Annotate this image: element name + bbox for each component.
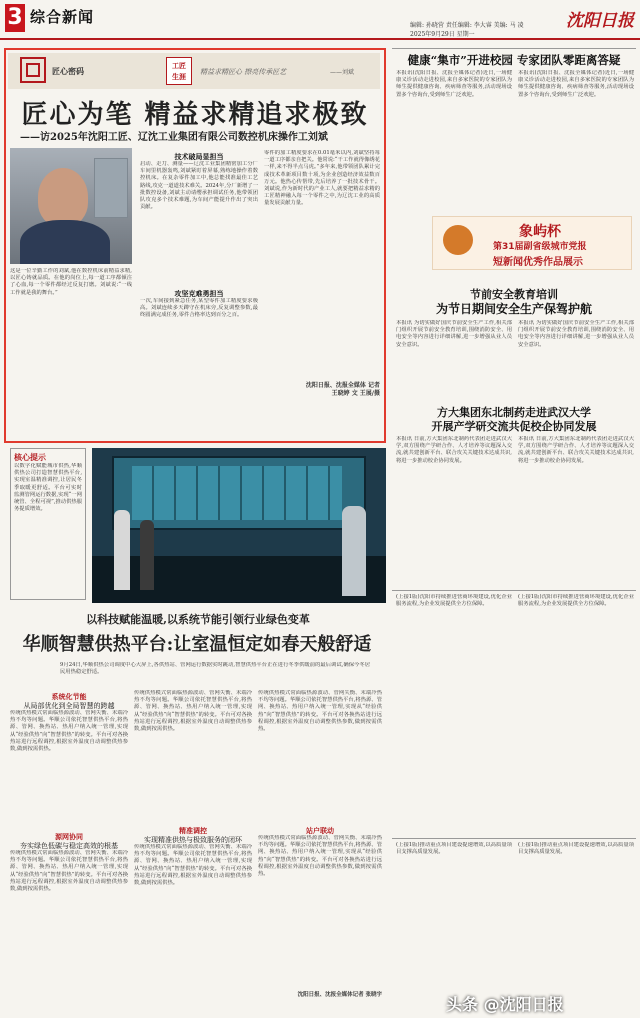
heating-section-2: 源网协同 (55, 833, 83, 841)
right-article-3-title-2: 开展产学研交流共促校企协同发展 (431, 420, 597, 433)
heating-col2b-text: 传统供热模式常面临热源波动、管网失衡、末端冷热不均等问题。华顺公司依托智慧供热平台,将热源、管网、换热站、热用户纳入统一管理,实现从“经验供热”向“智慧供热”的转变。平台可对各换热站进行远程调控,根据室外温度自动调整供热参数,做到按需供热。 (134, 844, 252, 887)
heating-lead: 9月24日,华顺供热公司调度中心大屏上,各供热站、管网运行数据实时跳动,智慧供热平台正在进行冬季供暖前的最后调试,确保今冬居民用热稳定舒适。 (60, 662, 370, 676)
worker-portrait-photo (10, 148, 132, 264)
section-title: 综合新闻 (30, 8, 95, 26)
right-article-3-text-a: 本报讯 日前,方大集团东北制药代表团走进武汉大学,双方围绕产学研合作、人才培养等议题深入交流,就共建创新平台、联合攻关关键技术达成共识,将进一步推动校企协同发展。 (396, 436, 512, 464)
column-label: 匠心密码 (52, 67, 84, 76)
watermark: 头条 @沈阳日报 (446, 995, 564, 1014)
core-tip-text: 以数字化赋能城市供热,华顺供热公司打造智慧供热平台,实现室温精准调控,让居民冬季取暖更舒适。平台可实时监测管网运行数据,实现“一网统管、全程可视”,推动供热服务提质增效。 (14, 463, 82, 513)
section-heading-1: 技术破局显担当 (174, 153, 224, 161)
brand-logo-icon (443, 225, 473, 255)
heating-col2-text: 传统供热模式常面临热源波动、管网失衡、末端冷热不均等问题。华顺公司依托智慧供热平台,将热源、管网、换热站、热用户纳入统一管理,实现从“经验供热”向“智慧供热”的转变。平台可对各换热站进行远程调控,根据室外温度自动调整供热参数,做到按需供热。 (134, 690, 252, 733)
column-tag-line1: 工匠 (172, 62, 186, 70)
heating-section-3-sub: 实现精准供热与极致服务的闭环 (144, 836, 242, 844)
heating-col3-text: 传统供热模式常面临热源波动、管网失衡、末端冷热不均等问题。华顺公司依托智慧供热平台,将热源、管网、换热站、热用户纳入统一管理,实现从“经验供热”向“智慧供热”的转变。平台可对各换热站进行远程调控,根据室外温度自动调整供热参数,做到按需供热。 (258, 690, 382, 733)
heating-byline: 沈阳日报、沈报全媒体记者 张晓宇 (297, 992, 382, 998)
feature-col3-text: 零件的加工精度要求在0.01毫米以内,刘斌坚持每一道工序都亲自把关。他常说:“干工作就得像绣花一样,来不得半点马虎。”多年来,他带领团队累计完成技术革新项目数十项,为企业创造经济效益数百万元。他热心传帮带,先后培养了一批技术骨干。刘斌说,作为新时代的产业工人,就要把精益求精的工匠精神融入每一个零件之中,为辽沈工业的高质量发展贡献力量。 (264, 150, 380, 207)
page-number: 3 (5, 4, 25, 32)
heating-section-3: 精准调控 (179, 827, 207, 835)
feature-headline: 匠心为笔 精益求精追求极致 (21, 100, 369, 130)
right-article-3-text-b: 本报讯 日前,方大集团东北制药代表团走进武汉大学,双方围绕产学研合作、人才培养等议题深入交流,就共建创新平台、联合攻关关键技术达成共识,将进一步推动校企协同发展。 (518, 436, 634, 464)
right-article-1-title: 健康“集市”开进校园 专家团队零距离答疑 (407, 53, 621, 67)
feature-col2-text: 启动、走刀、测量——辽沈工业集团精密加工分厂车间里机器轰鸣,刘斌紧盯着屏幕,熟练地操作着数控机床。在复杂零件加工中,他总能找准最佳工艺路线,攻克一道道技术难关。2024年,分厂新增了一批数控设备,刘斌主动请缨承担调试任务,他带领团队攻克多个技术难题,为车间产能提升作出了突出贡献。 (140, 161, 258, 211)
feature-col2b-text: 一次,车间接到紧急任务,某型零件加工精度要求极高。刘斌连续多天蹲守在机床旁,反复调整参数,最终圆满完成任务,零件合格率达到百分之百。 (140, 298, 258, 319)
feature-subheadline: ——访2025年沈阳工匠、辽沈工业集团有限公司数控机床操作工刘斌 (20, 132, 328, 143)
right-continued2-text-b: (上接1版)推动重点项目建设提速增效,以高质量项目支撑高质量发展。 (518, 842, 634, 856)
right-article-2-title-2: 为节日期间安全生产保驾护航 (435, 302, 592, 316)
right-article-1-text-b: 本报讯(沈阳日报、沈报全媒体记者)近日,一场健康义诊活动走进校园,来自多家医院的专家团队为师生提供健康咨询、疾病筛查等服务,活动现场设置多个咨询台,受到师生广泛欢迎。 (518, 70, 634, 98)
date-line: 2025年9月29日 星期一 (410, 31, 475, 38)
newspaper-logo: 沈阳日报 (566, 11, 634, 31)
control-room-photo (92, 448, 386, 603)
heating-section-2-sub: 夯实绿色低碳与稳定高效的根基 (20, 842, 118, 850)
banner-quote: 精益求精匠心 擦亮传承匠艺 (200, 68, 287, 76)
award-line-2: 短新闻优秀作品展示 (493, 257, 583, 268)
editor-line: 编辑: 孙晓营 责任编辑: 李大睿 美编: 马 凌 (410, 22, 524, 29)
photo-caption: 这是一位辛勤工作的刘斌,他在数控机床前精益求精,以匠心铸就品质。在他的岗位上,每一道工序都倾注了心血,每一个零件都经过反复打磨。刘斌说:“一线工作就是我的舞台。” (10, 268, 132, 296)
right-article-1-text-a: 本报讯(沈阳日报、沈报全媒体记者)近日,一场健康义诊活动走进校园,来自多家医院的专家团队为师生提供健康咨询、疾病筛查等服务,活动现场设置多个咨询台,受到师生广泛欢迎。 (396, 70, 512, 98)
heating-kicker: 以科技赋能温暖,以系统节能引领行业绿色变革 (86, 613, 310, 626)
heating-section-1: 系统化节能 (51, 693, 87, 701)
right-divider (392, 48, 636, 49)
heating-col3b-text: 传统供热模式常面临热源波动、管网失衡、末端冷热不均等问题。华顺公司依托智慧供热平台,将热源、管网、换热站、热用户纳入统一管理,实现从“经验供热”向“智慧供热”的转变。平台可对各换热站进行远程调控,根据室外温度自动调整供热参数,做到按需供热。 (258, 835, 382, 878)
heating-col1-text: 传统供热模式常面临热源波动、管网失衡、末端冷热不均等问题。华顺公司依托智慧供热平台,将热源、管网、换热站、热用户纳入统一管理,实现从“经验供热”向“智慧供热”的转变。平台可对各换热站进行远程调控,根据室外温度自动调整供热参数,做到按需供热。 (10, 710, 128, 753)
right-continued-text-a: (上接1版)沈阳市持续推进营商环境建设,优化企业服务流程,为企业发展提供全方位保障。 (396, 594, 512, 608)
feature-byline: 沈阳日报、沈报全媒体 记者 王晓婷 文 王展/摄 (305, 382, 380, 397)
heating-section-4: 站户联动 (306, 827, 334, 835)
right-article-2-text-a: 本报讯 为切实做好国庆节前安全生产工作,相关部门组织开展节前安全教育培训,围绕消防安全、用电安全等内容进行详细讲解,进一步增强从业人员安全意识。 (396, 320, 512, 348)
right-article-2-text-b: 本报讯 为切实做好国庆节前安全生产工作,相关部门组织开展节前安全教育培训,围绕消防安全、用电安全等内容进行详细讲解,进一步增强从业人员安全意识。 (518, 320, 634, 348)
column-tag (166, 57, 192, 85)
award-banner (432, 216, 632, 270)
right-continued2-text-a: (上接1版)推动重点项目建设提速增效,以高质量项目支撑高质量发展。 (396, 842, 512, 856)
right-article-3-title-1: 方大集团东北制药走进武汉大学 (437, 406, 591, 419)
heating-headline: 华顺智慧供热平台:让室温恒定如春天般舒适 (22, 634, 372, 655)
column-tag-line2: 生涯 (172, 73, 186, 81)
award-line-1: 第31届副省级城市党报 (493, 242, 587, 252)
heating-section-1-sub: 从局部优化到全局智慧的跨越 (23, 702, 115, 710)
page-header (0, 0, 640, 40)
banner-author: ——刘斌 (330, 69, 355, 76)
heating-col1b-text: 传统供热模式常面临热源波动、管网失衡、末端冷热不均等问题。华顺公司依托智慧供热平台,将热源、管网、换热站、热用户纳入统一管理,实现从“经验供热”向“智慧供热”的转变。平台可对各换热站进行远程调控,根据室外温度自动调整供热参数,做到按需供热。 (10, 850, 128, 893)
section-heading-2: 攻坚克难勇担当 (174, 290, 224, 298)
seal-icon (20, 57, 46, 83)
right-divider-2 (392, 590, 636, 591)
award-brand: 象屿杯 (519, 224, 561, 240)
right-divider-3 (392, 838, 636, 839)
core-tip-title: 核心提示 (14, 453, 46, 462)
right-article-2-title-1: 节前安全教育培训 (470, 288, 558, 301)
right-continued-text-b: (上接1版)沈阳市持续推进营商环境建设,优化企业服务流程,为企业发展提供全方位保障。 (518, 594, 634, 608)
